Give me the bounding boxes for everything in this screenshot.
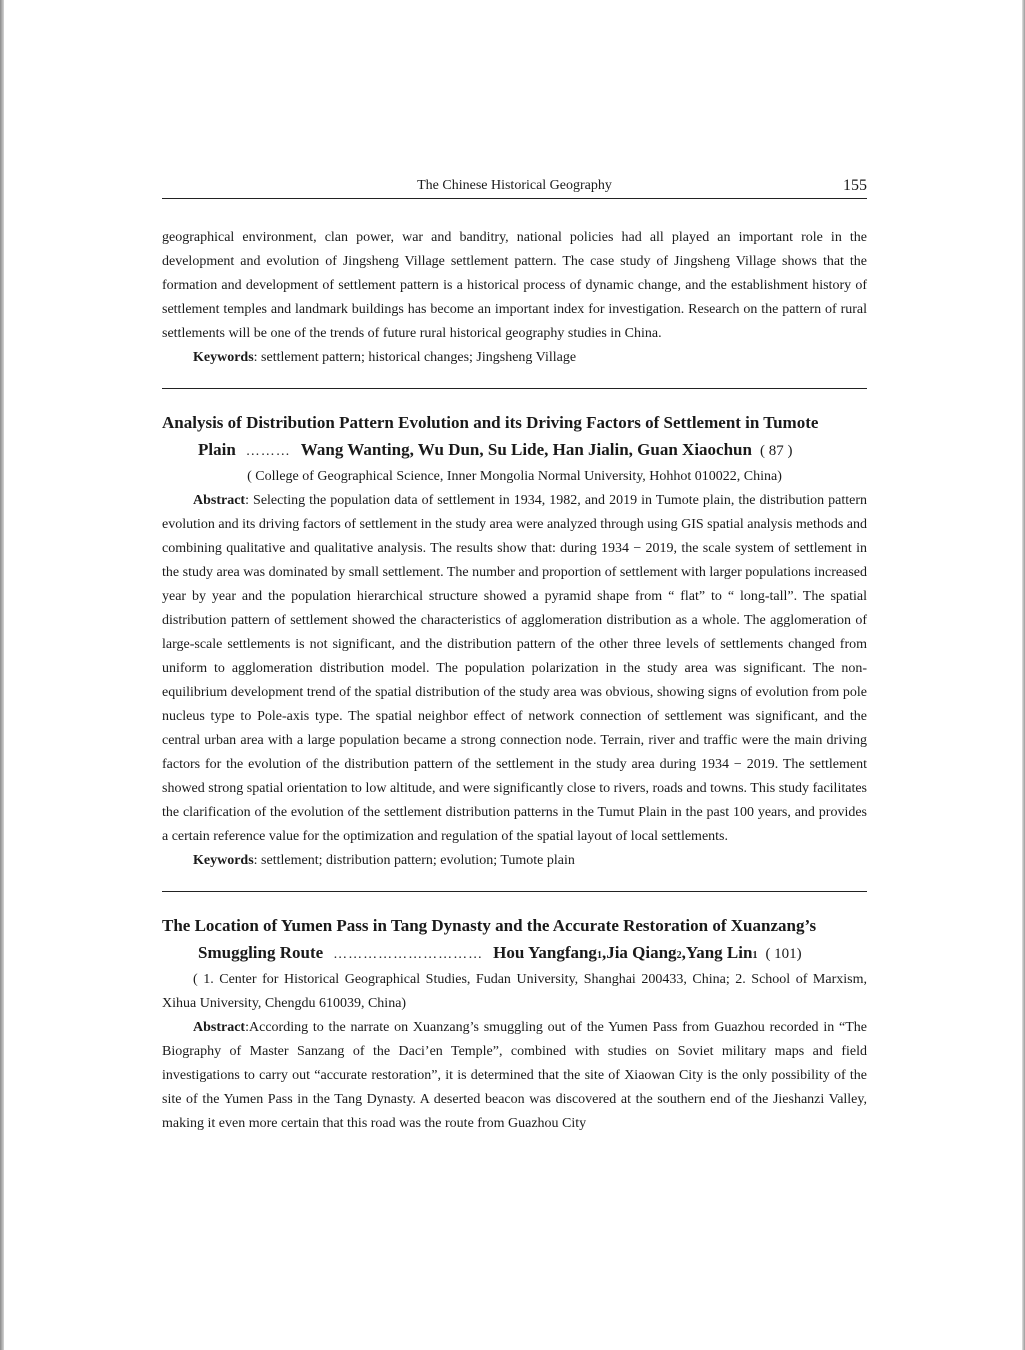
article-authors: Wang Wanting, Wu Dun, Su Lide, Han Jialin, Guan Xiaochun: [300, 440, 752, 459]
article-affiliation: ( 1. Center for Historical Geographical Studies, Fudan University, Shanghai 200433, China; 2. School of Marxism, Xihua University, Chengdu 610039, China): [162, 972, 867, 1011]
abstract-label: Abstract: [193, 1020, 246, 1035]
article-title-continued: Plain: [198, 440, 236, 459]
page-content: [162, 168, 867, 1136]
leader-dots: …………………………: [333, 947, 484, 962]
keywords-label: Keywords: [193, 350, 254, 365]
article-author: Hou Yangfang: [493, 943, 597, 962]
article-keywords: [162, 849, 867, 873]
article-page-ref: ( 87 ): [759, 443, 793, 459]
keywords-text: : settlement pattern; historical changes; Jingsheng Village: [253, 350, 577, 365]
article-abstract: [162, 489, 867, 849]
abstract-text: :According to the narrate on Xuanzang’s smuggling out of the Yumen Pass from Guazhou recorded in “The Biography of Master Sanzang of the Daci’en Temple”, combined with studies on Soviet military maps and field investigations to carry out “accurate restoration”, it is determined that the site of Xiaowan City is the only possibility of the site of the Yumen Pass in the Tang Dynasty. A deserted beacon was discovered at the southern end of the Jieshanzi Valley, making it even more certain that this road was the route from Guazhou City: [162, 1020, 867, 1131]
keywords-label: Keywords: [193, 853, 254, 868]
article-byline: [162, 436, 867, 465]
journal-title: The Chinese Historical Geography: [417, 178, 612, 193]
prev-article-abstract-tail: geographical environment, clan power, war and banditry, national policies had all played an important role in the development and evolution of Jingsheng Village settlement pattern. The case study of Jingsheng Village shows that the formation and development of settlement pattern is a historical process of dynamic change, and the establishment history of settlement temples and landmark buildings has become an important index for investigation. Research on the pattern of rural settlements will be one of the trends of future rural historical geography studies in China.: [162, 230, 867, 341]
keywords-text: : settlement; distribution pattern; evolution; Tumote plain: [253, 853, 575, 868]
article-title-continued: Smuggling Route: [198, 943, 324, 962]
article-affiliation: ( College of Geographical Science, Inner Mongolia Normal University, Hohhot 010022, China): [247, 469, 782, 484]
article-page-ref: ( 101): [765, 946, 802, 962]
author-separator: ,: [601, 943, 607, 962]
page-number: 155: [843, 177, 867, 194]
author-separator: ,: [681, 943, 686, 962]
running-header: [162, 168, 867, 199]
article-author: Yang Lin: [685, 943, 753, 962]
prev-article-keywords: [162, 346, 867, 370]
abstract-label: Abstract: [193, 493, 246, 508]
article-author: Jia Qiang: [606, 943, 677, 962]
article-abstract: [162, 1016, 867, 1136]
abstract-text: : Selecting the population data of settlement in 1934, 1982, and 2019 in Tumote plain, the distribution pattern evolution and its driving factors of settlement in the study area were analyzed through using GIS spatial analysis methods and combining qualitative and qualitative analysis. The results show that: during 1934 − 2019, the scale system of settlement in the study area was dominated by small settlement. The number and proportion of settlement with larger populations increased year by year and the population hierarchical structure showed a pyramid shape from “ flat” to “ long-tall”. The spatial distribution pattern of settlement showed the characteristics of agglomeration distribution as a whole. The agglomeration of large-scale settlements is not significant, and the distribution pattern of the other three levels of settlements changed from uniform to agglomeration distribution model. The population polarization in the study area was significant. The non-equilibrium development trend of the spatial distribution of the study area was obvious, showing signs of evolution from pole nucleus type to Pole-axis type. The spatial neighbor effect of network connection of settlement was significant, and the central urban area with a large population became a strong connection node. Terrain, river and traffic were the main driving factors for the evolution of the distribution pattern of the settlement in the study area during 1934 − 2019. The settlement showed strong spatial orientation to low altitude, and were significantly close to rivers, roads and towns. This study facilitates the clarification of the evolution of the settlement distribution patterns in the Tumut Plain in the past 100 years, and provides a certain reference value for the optimization and regulation of the spatial layout of local settlements.: [162, 493, 867, 844]
article-title: The Location of Yumen Pass in Tang Dynasty and the Accurate Restoration of Xuanzang’s: [162, 916, 817, 935]
article-title: Analysis of Distribution Pattern Evolution and its Driving Factors of Settlement in Tumote: [162, 413, 819, 432]
article-byline: Smuggling Route ………………………… Hou Yangfang 1 , Jia Qiang 2 , Yang Lin 1 ( 101): [162, 939, 867, 968]
document-page: [4, 0, 1022, 1350]
leader-dots: ………: [245, 444, 291, 459]
